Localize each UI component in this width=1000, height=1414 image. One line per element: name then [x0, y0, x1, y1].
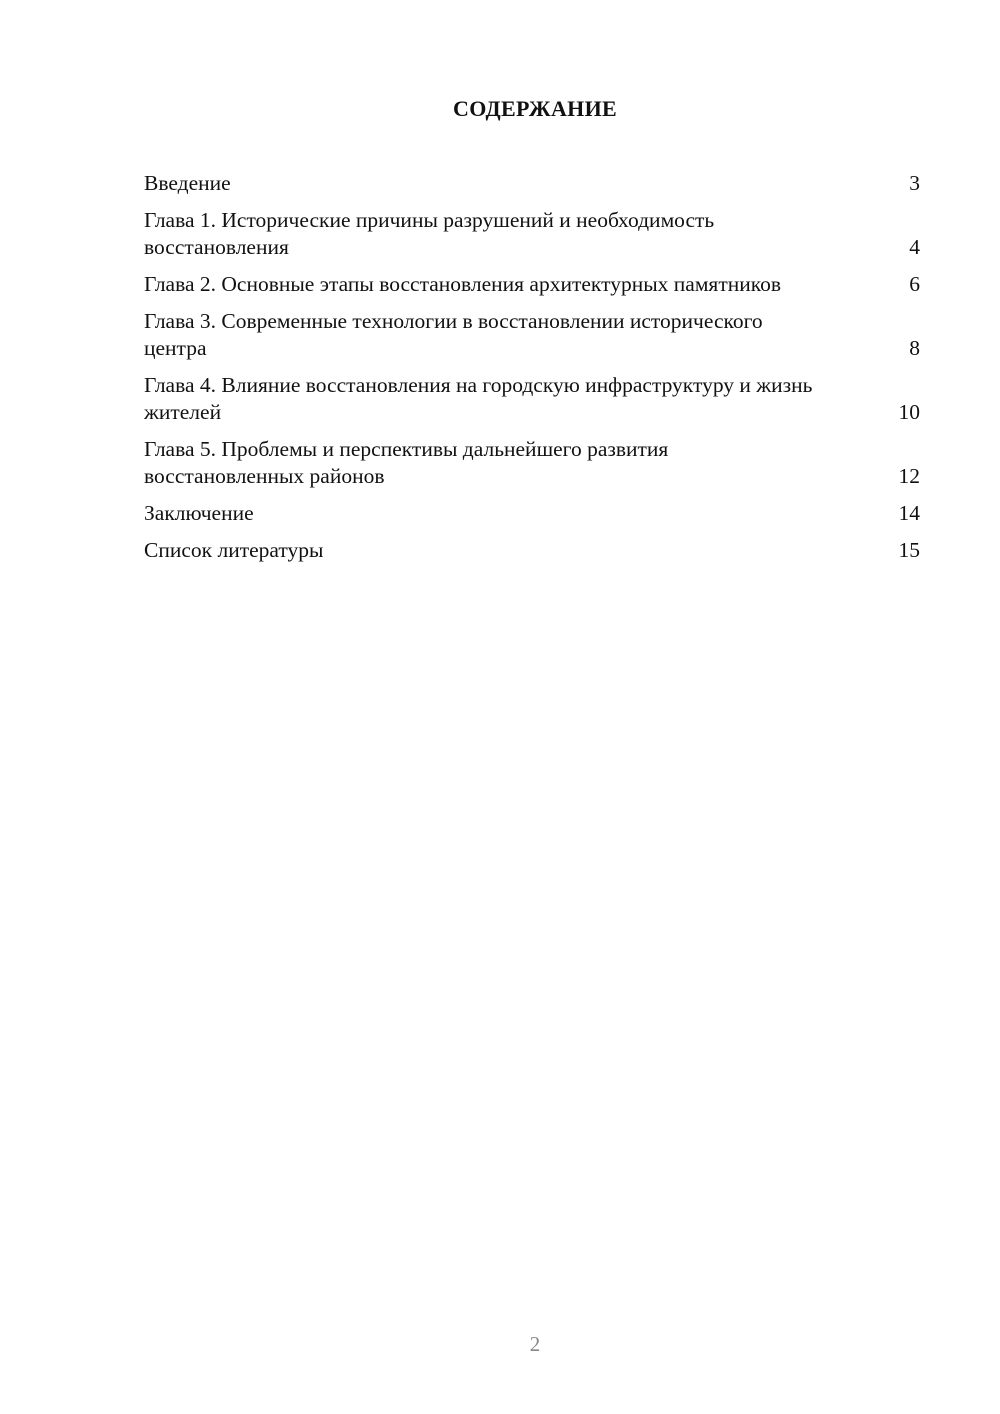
toc-entry — [144, 207, 920, 261]
toc-title: СОДЕРЖАНИЕ — [453, 96, 617, 121]
table-of-contents — [144, 170, 920, 574]
toc-entry — [144, 271, 920, 298]
toc-entry-page: 8 — [909, 336, 920, 360]
toc-entry-page: 3 — [909, 171, 920, 195]
toc-entry-label: Глава 2. Основные этапы восстановления архитектурных памятников — [144, 272, 781, 296]
toc-entry-page: 4 — [909, 235, 920, 259]
toc-entry-label: Заключение — [144, 501, 254, 525]
toc-entry — [144, 436, 920, 490]
toc-entry-label: Глава 4. Влияние восстановления на городскую инфраструктуру и жизнь жителей — [144, 373, 813, 424]
toc-entry-page: 14 — [898, 501, 920, 525]
toc-entry — [144, 308, 920, 362]
toc-entry — [144, 500, 920, 527]
toc-entry-page: 15 — [898, 538, 920, 562]
toc-entry — [144, 537, 920, 564]
page-number: 2 — [529, 1332, 541, 1356]
toc-entry — [144, 170, 920, 197]
toc-entry-label: Глава 5. Проблемы и перспективы дальнейшего развития восстановленных районов — [144, 437, 669, 488]
toc-entry-page: 12 — [898, 464, 920, 488]
toc-entry-label: Глава 3. Современные технологии в восстановлении исторического центра — [144, 309, 763, 360]
toc-entry — [144, 372, 920, 426]
toc-entry-label: Введение — [144, 171, 231, 195]
toc-entry-label: Список литературы — [144, 538, 324, 562]
toc-entry-page: 6 — [909, 272, 920, 296]
toc-entry-label: Глава 1. Исторические причины разрушений и необходимость восстановления — [144, 208, 715, 259]
toc-entry-page: 10 — [898, 400, 920, 424]
